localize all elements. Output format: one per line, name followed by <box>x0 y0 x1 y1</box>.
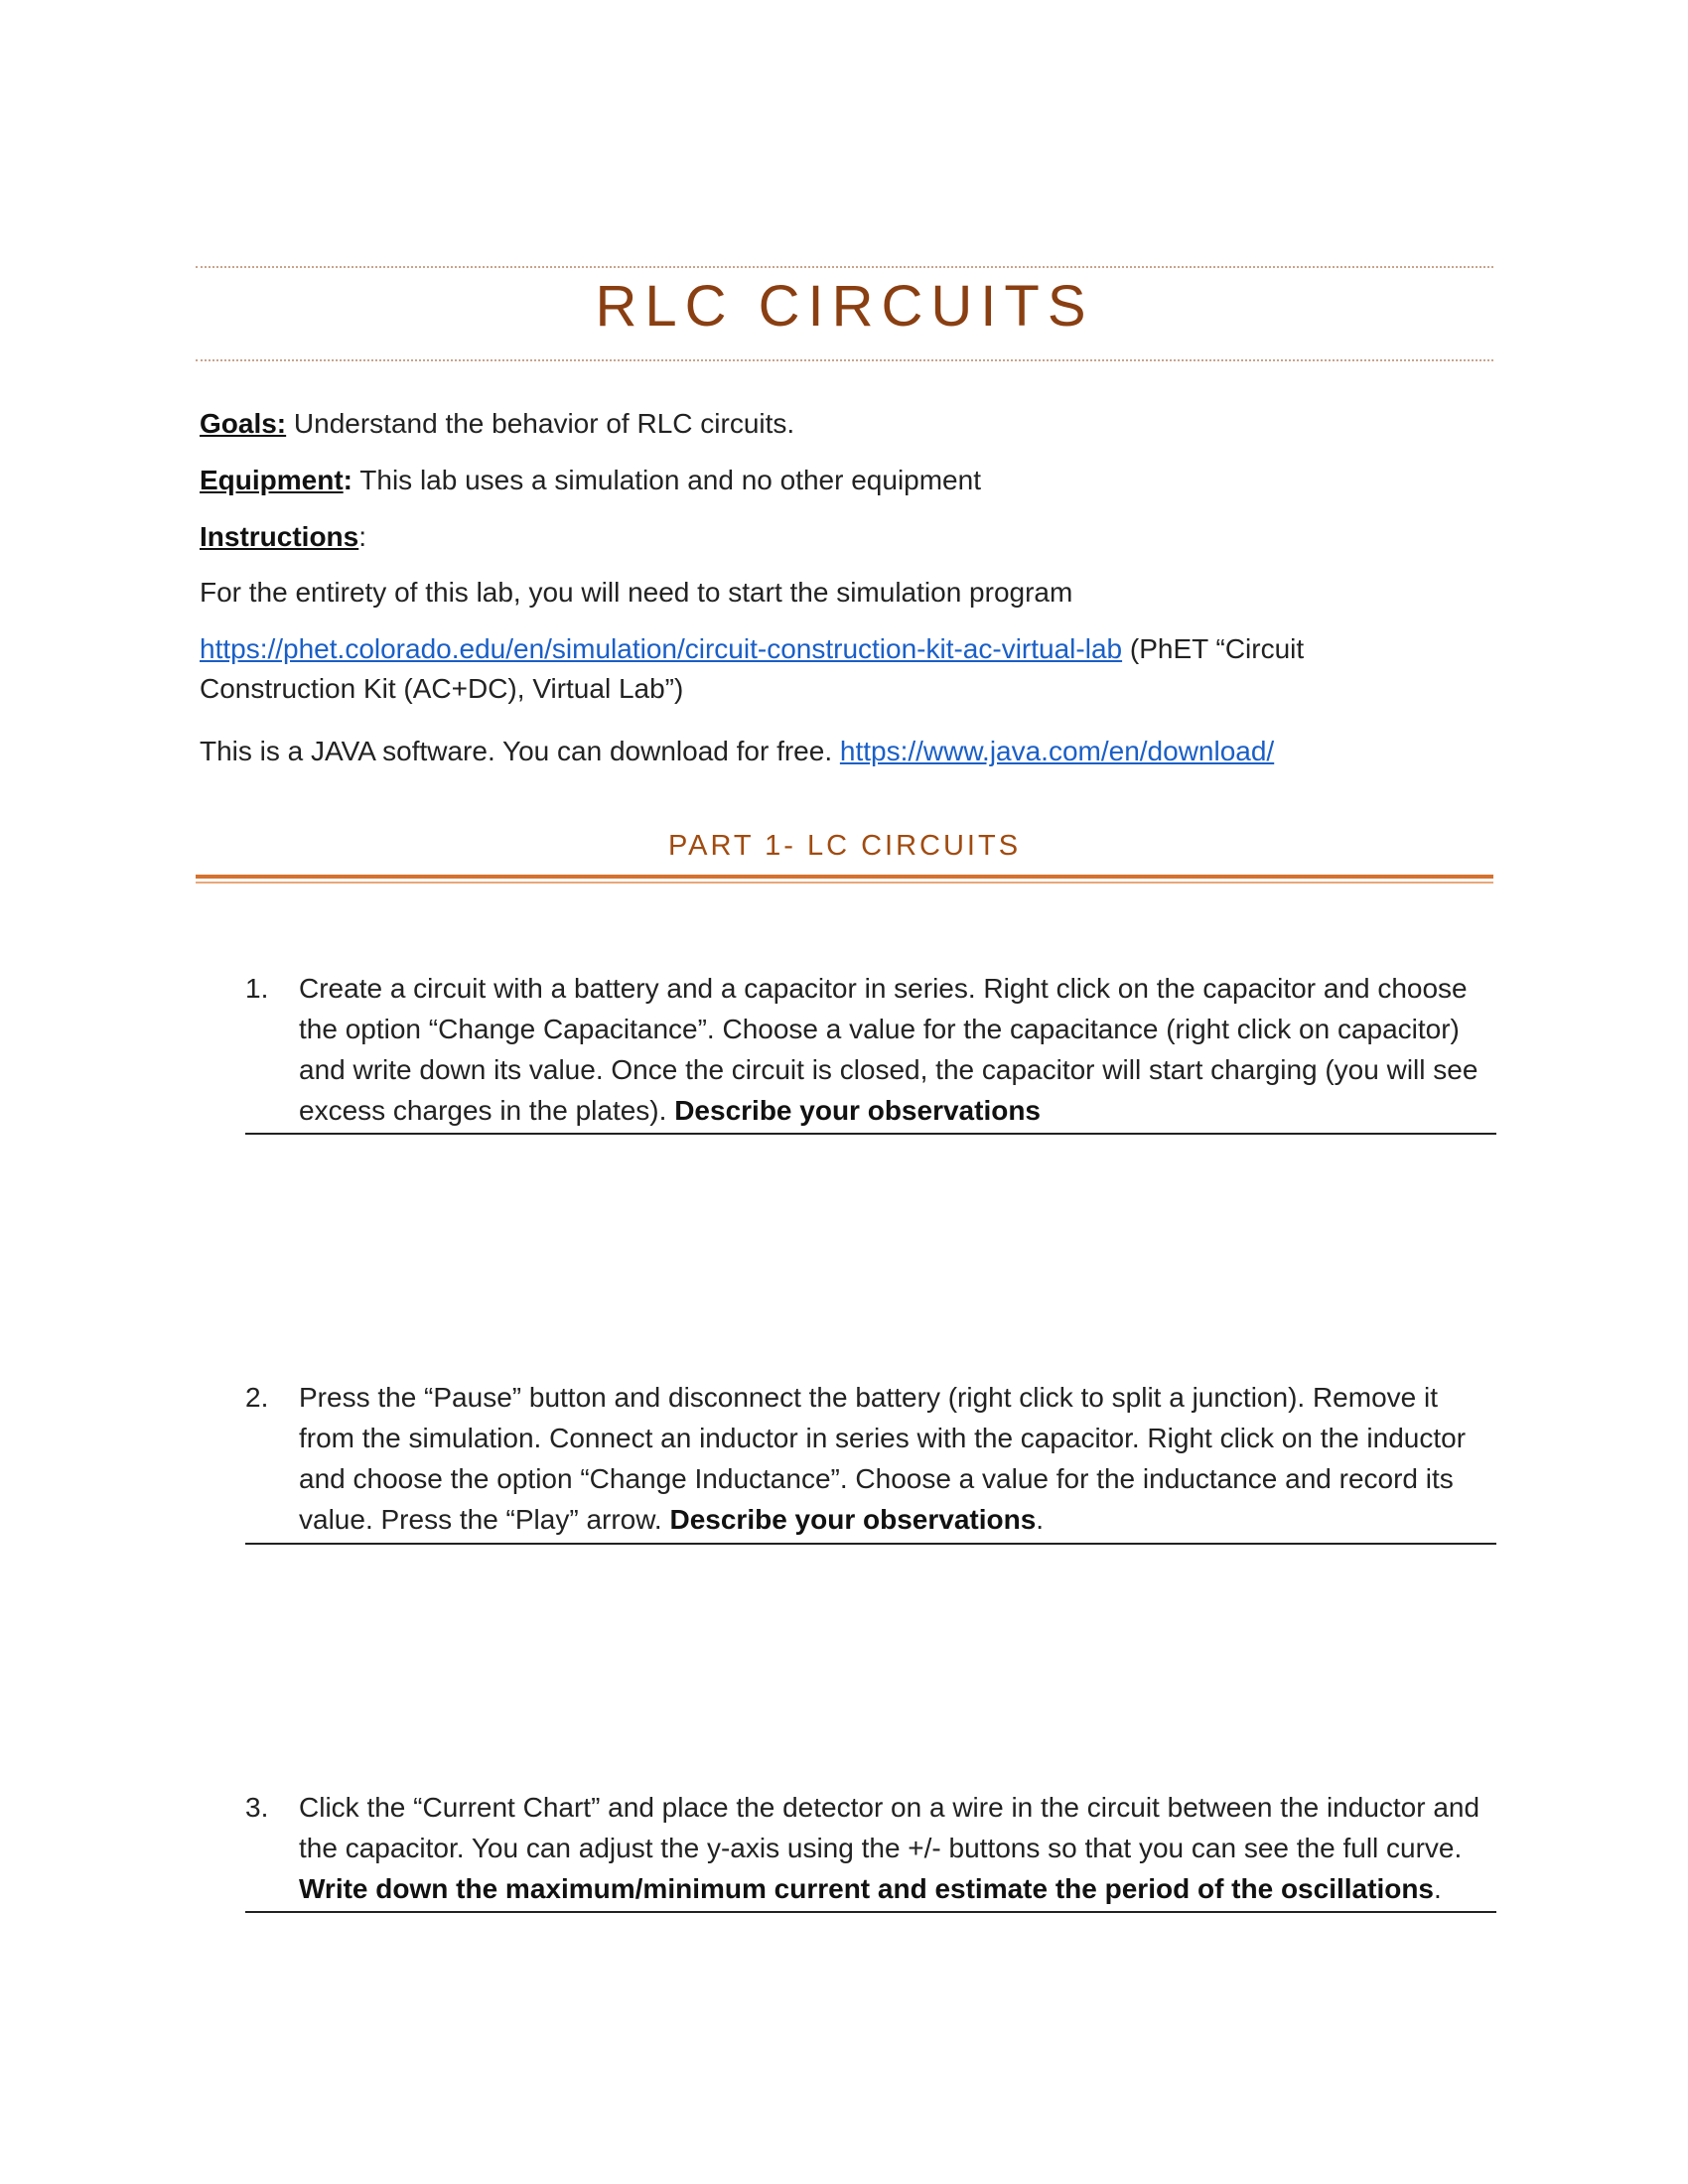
question-1-number: 1. <box>245 973 269 1004</box>
answer-line-3 <box>245 1911 1496 1913</box>
instructions-line <box>200 517 366 557</box>
goals-text: Understand the behavior of RLC circuits. <box>286 408 795 439</box>
title-bottom-rule <box>196 359 1493 361</box>
sim-desc-1: (PhET “Circuit <box>1122 633 1305 664</box>
equipment-label: Equipment <box>200 465 344 495</box>
sim-link-line <box>200 629 1304 669</box>
answer-line-2 <box>245 1543 1496 1545</box>
question-1 <box>245 968 1496 1131</box>
instructions-colon: : <box>358 521 367 552</box>
question-1-text: Create a circuit with a battery and a capacitor in series. Right click on the capacitor and choose the option “Change Capacitance”. Choose a value for the capacitance (right click on capacitor) and write down its value. Once the circuit is closed, the capacitor will start charging (you will see excess charges in the plates). <box>299 973 1478 1126</box>
question-3-tail: . <box>1434 1873 1442 1904</box>
java-text: This is a JAVA software. You can download for free. <box>200 736 840 766</box>
goals-line <box>200 404 794 444</box>
question-2-text: Press the “Pause” button and disconnect the battery (right click to split a junction). Remove it from the simulation. Connect an inductor in series with the capacitor. Right click on the inductor and choose the option “Change Inductance”. Choose a value for the inductance and record its value. Press the “Play” arrow. <box>299 1382 1467 1535</box>
java-download-link[interactable]: https://www.java.com/en/download/ <box>839 736 1275 766</box>
section-rule-thick <box>196 875 1493 879</box>
question-3-text: Click the “Current Chart” and place the detector on a wire in the circuit between the inductor and the capacitor. You can adjust the y-axis using the +/- buttons so that you can see the full curve. <box>299 1792 1480 1863</box>
equipment-line <box>200 461 981 500</box>
question-3-prompt: Write down the maximum/minimum current and estimate the period of the oscillations <box>299 1873 1434 1904</box>
instructions-label: Instructions <box>200 521 359 552</box>
question-3 <box>245 1787 1496 1909</box>
equipment-text: This lab uses a simulation and no other equipment <box>352 465 981 495</box>
goals-label: Goals: <box>200 408 287 439</box>
section-rule-thin <box>196 882 1493 884</box>
section-heading: PART 1- LC CIRCUITS <box>667 830 1022 862</box>
java-line <box>200 732 1274 771</box>
question-2-tail: . <box>1036 1504 1045 1535</box>
question-3-number: 3. <box>245 1792 269 1823</box>
question-2-number: 2. <box>245 1382 269 1413</box>
question-1-prompt: Describe your observations <box>674 1095 1042 1126</box>
question-2-prompt: Describe your observations <box>669 1504 1037 1535</box>
page-title: RLC CIRCUITS <box>595 274 1094 339</box>
question-2 <box>245 1377 1496 1540</box>
answer-line-1 <box>245 1133 1496 1135</box>
equipment-colon: : <box>343 465 352 495</box>
title-top-rule <box>196 266 1493 268</box>
sim-desc-2: Construction Kit (AC+DC), Virtual Lab”) <box>200 673 684 704</box>
simulation-link[interactable]: https://phet.colorado.edu/en/simulation/circuit-construction-kit-ac-virtual-lab <box>200 633 1123 664</box>
intro-text: For the entirety of this lab, you will need to start the simulation program <box>200 577 1073 608</box>
